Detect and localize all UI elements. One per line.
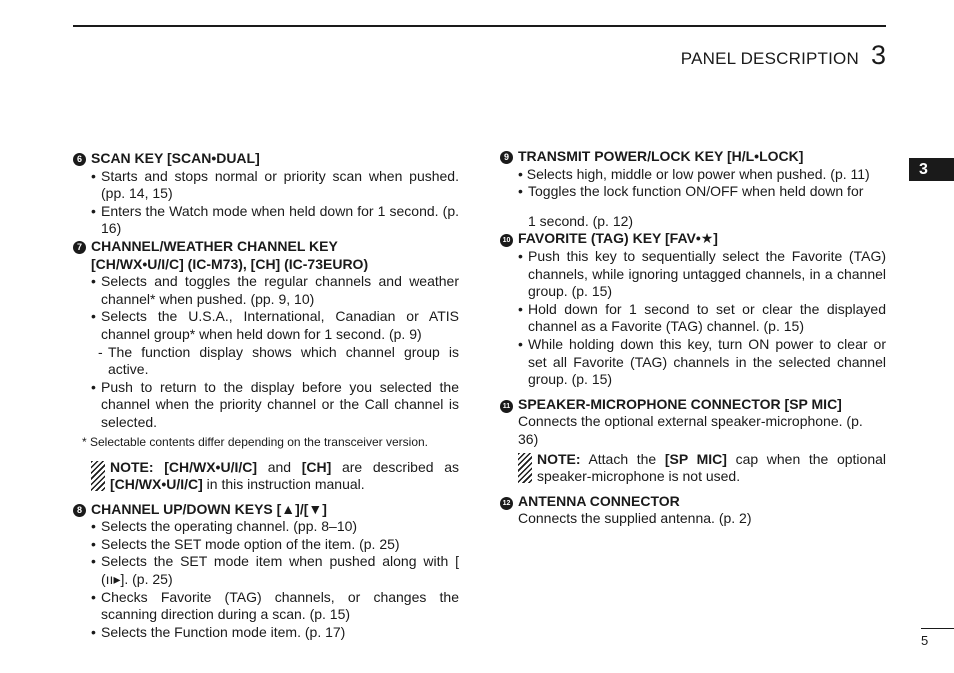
page-header [681,40,886,71]
list-item: • Enters the Watch mode when held down for 1 second. (p. 16) [73,203,459,238]
section-title: 7 CHANNEL/WEATHER CHANNEL KEY [73,238,459,256]
section-body: Connects the optional external speaker-microphone. (p. 36) [518,413,863,447]
section-title: 6 SCAN KEY [SCAN•DUAL] [73,150,459,168]
section-number-icon: 12 [500,497,513,510]
list-item: • Push to return to the display before you selected the channel when the priority channel or the Call channel is selected. [73,379,459,432]
page-number: 5 [921,633,929,648]
list-item: • Selects the operating channel. (pp. 8–10) [73,518,459,536]
section-title: 8 CHANNEL UP/DOWN KEYS [▲]/[▼] [73,501,459,519]
section-title: 10 FAVORITE (TAG) KEY [FAV•★] [500,230,886,248]
list-item: • Selects the SET mode option of the item. (p. 25) [73,536,459,554]
footnote: * Selectable contents differ depending on the transceiver version. [82,434,428,449]
header-title: PANEL DESCRIPTION [680,49,859,68]
section-body: Connects the supplied antenna. (p. 2) [518,510,752,527]
section-number-icon: 9 [500,151,513,164]
list-item: • Toggles the lock function ON/OFF when held down for [500,183,886,201]
list-item: • Starts and stops normal or priority scan when pushed. (pp. 14, 15) [73,168,459,203]
section-number-icon: 8 [73,504,86,517]
note-icon [91,461,105,491]
sub-list-item: - The function display shows which channel group is active. [73,344,459,379]
section-subtitle: [CH/WX•U/I/C] (IC-M73), [CH] (IC-73EURO) [91,255,369,272]
note-box: NOTE: [CH/WX•U/I/C] and [CH] are described as [CH/WX•U/I/C] in this instruction manual. [73,459,459,494]
list-item: • While holding down this key, turn ON power to clear or set all Favorite (TAG) channels in the selected channel group. (p. 15) [500,336,886,389]
section-number-icon: 11 [500,400,513,413]
list-item: • Selects the SET mode item when pushed along with [ (ıı▸]. (p. 25) [73,553,459,588]
right-column [500,148,886,528]
left-column [73,150,459,641]
chapter-number: 3 [870,40,886,70]
list-item: • Selects the Function mode item. (p. 17) [73,624,459,642]
page-number-rule [921,628,954,629]
section-title: 11 SPEAKER-MICROPHONE CONNECTOR [SP MIC] [500,396,886,414]
list-item: • Hold down for 1 second to set or clear the displayed channel as a Favorite (TAG) channel. (p. 15) [500,301,886,336]
list-item-continuation: 1 second. (p. 12) [528,212,634,229]
section-number-icon: 7 [73,241,86,254]
chapter-side-tab: 3 [909,158,954,181]
section-title: 9 TRANSMIT POWER/LOCK KEY [H/L•LOCK] [500,148,886,166]
list-item: • Selects the U.S.A., International, Canadian or ATIS channel group* when held down for 1 second. (p. 9) [73,308,459,343]
top-rule [73,25,886,27]
list-item: • Selects and toggles the regular channels and weather channel* when pushed. (pp. 9, 10) [73,273,459,308]
list-item: • Push this key to sequentially select the Favorite (TAG) channels, while ignoring untagged channels, in a channel group. (p. 15) [500,248,886,301]
section-number-icon: 6 [73,153,86,166]
list-item: • Selects high, middle or low power when pushed. (p. 11) [518,165,870,182]
section-title: 12 ANTENNA CONNECTOR [500,493,886,511]
list-item: • Checks Favorite (TAG) channels, or changes the scanning direction during a scan. (p. 15) [73,589,459,624]
note-icon [518,453,532,483]
note-box: NOTE: Attach the [SP MIC] cap when the optional speaker-microphone is not used. [500,451,886,486]
section-number-icon: 10 [500,234,513,247]
